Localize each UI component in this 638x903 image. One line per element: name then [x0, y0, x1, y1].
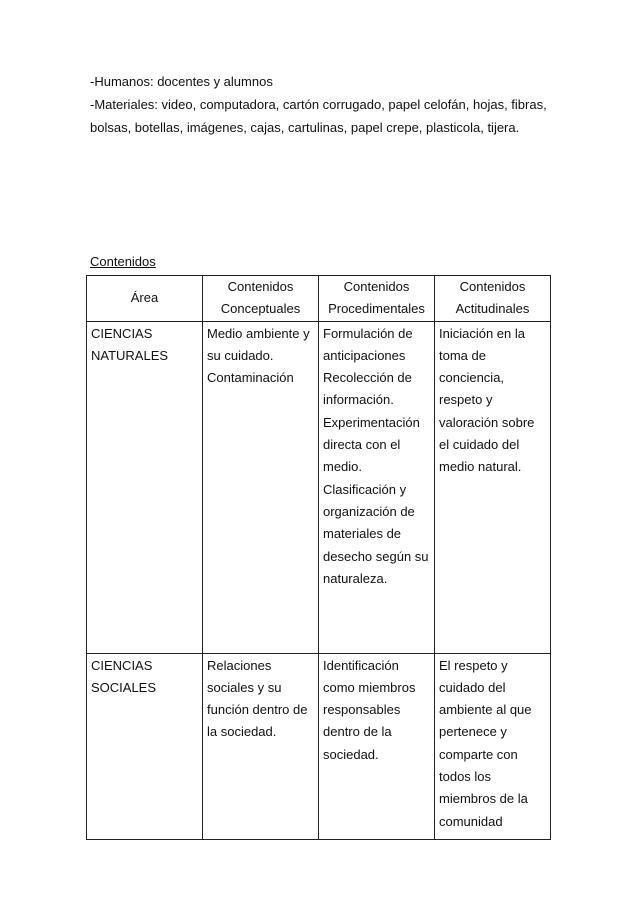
table-header-row: [87, 276, 551, 322]
header-actitudinales: Contenidos Actitudinales: [435, 276, 551, 322]
section-title: Contenidos: [90, 254, 156, 269]
humanos-line: -Humanos: docentes y alumnos: [90, 74, 273, 89]
cell-area: CIENCIAS SOCIALES: [87, 653, 203, 839]
header-conceptuales: Contenidos Conceptuales: [203, 276, 319, 322]
cell-procedimentales: Identificación como miembros responsables dentro de la sociedad.: [319, 653, 435, 839]
contents-table: [86, 275, 551, 840]
cell-actitudinales: El respeto y cuidado del ambiente al que pertenece y comparte con todos los miembros de la comunidad: [435, 653, 551, 839]
cell-actitudinales: Iniciación en la toma de conciencia, respeto y valoración sobre el cuidado del medio natural.: [435, 321, 551, 653]
table-row: [87, 321, 551, 653]
header-procedimentales: Contenidos Procedimentales: [319, 276, 435, 322]
cell-conceptuales: Medio ambiente y su cuidado. Contaminación: [203, 321, 319, 653]
cell-conceptuales: Relaciones sociales y su función dentro de la sociedad.: [203, 653, 319, 839]
resources-section: [90, 70, 560, 139]
materiales-line: -Materiales: video, computadora, cartón corrugado, papel celofán, hojas, fibras, bolsas, botellas, imágenes, cajas, cartulinas, papel crepe, plasticola, tijera.: [90, 97, 547, 135]
cell-area: CIENCIAS NATURALES: [87, 321, 203, 653]
header-area: Área: [87, 276, 203, 322]
table-row: [87, 653, 551, 839]
cell-procedimentales: Formulación de anticipaciones Recolección de información. Experimentación directa con el medio. Clasificación y organización de materiales de desecho según su naturaleza.: [319, 321, 435, 653]
